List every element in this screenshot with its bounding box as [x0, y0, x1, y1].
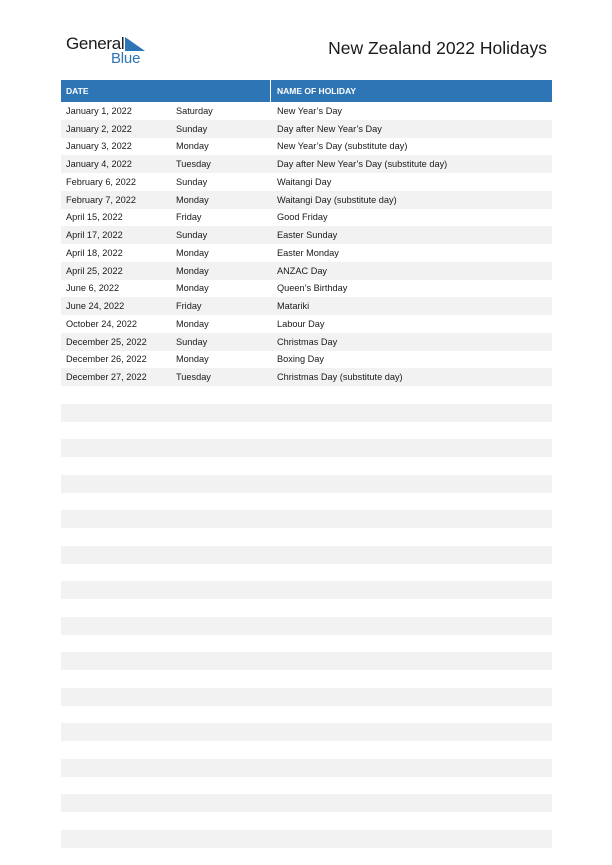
table-row	[61, 617, 552, 635]
table-row	[61, 173, 552, 191]
table-row	[61, 404, 552, 422]
brand-word-general: General	[66, 34, 124, 54]
cell-date: January 3, 2022	[61, 141, 171, 151]
table-row	[61, 706, 552, 724]
cell-holiday-name: Easter Sunday	[271, 230, 552, 240]
table-row	[61, 138, 552, 156]
cell-day: Sunday	[171, 177, 271, 187]
cell-holiday-name: Day after New Year’s Day (substitute day)	[271, 159, 552, 169]
cell-day: Monday	[171, 266, 271, 276]
cell-date: January 2, 2022	[61, 124, 171, 134]
cell-day: Sunday	[171, 124, 271, 134]
cell-date: October 24, 2022	[61, 319, 171, 329]
table-row	[61, 262, 552, 280]
table-row	[61, 102, 552, 120]
brand-logo	[66, 34, 156, 70]
cell-holiday-name: New Year’s Day (substitute day)	[271, 141, 552, 151]
cell-date: December 25, 2022	[61, 337, 171, 347]
table-row	[61, 581, 552, 599]
cell-day: Monday	[171, 141, 271, 151]
table-row	[61, 244, 552, 262]
cell-holiday-name: Easter Monday	[271, 248, 552, 258]
cell-date: February 7, 2022	[61, 195, 171, 205]
table-row	[61, 546, 552, 564]
cell-holiday-name: New Year’s Day	[271, 106, 552, 116]
cell-day: Tuesday	[171, 159, 271, 169]
table-row	[61, 635, 552, 653]
table-row	[61, 226, 552, 244]
cell-date: April 17, 2022	[61, 230, 171, 240]
table-row	[61, 155, 552, 173]
cell-date: June 6, 2022	[61, 283, 171, 293]
cell-holiday-name: ANZAC Day	[271, 266, 552, 276]
table-row	[61, 493, 552, 511]
table-header	[61, 80, 552, 102]
table-row	[61, 120, 552, 138]
cell-date: April 25, 2022	[61, 266, 171, 276]
cell-date: January 4, 2022	[61, 159, 171, 169]
cell-holiday-name: Matariki	[271, 301, 552, 311]
cell-date: April 15, 2022	[61, 212, 171, 222]
cell-day: Monday	[171, 354, 271, 364]
table-row	[61, 830, 552, 848]
cell-holiday-name: Boxing Day	[271, 354, 552, 364]
cell-holiday-name: Good Friday	[271, 212, 552, 222]
header-holiday-name: NAME OF HOLIDAY	[271, 80, 552, 102]
cell-date: June 24, 2022	[61, 301, 171, 311]
table-body	[61, 102, 552, 865]
cell-day: Saturday	[171, 106, 271, 116]
table-row	[61, 652, 552, 670]
brand-triangle-icon	[125, 37, 145, 51]
cell-date: January 1, 2022	[61, 106, 171, 116]
cell-holiday-name: Day after New Year’s Day	[271, 124, 552, 134]
table-row	[61, 794, 552, 812]
table-row	[61, 688, 552, 706]
table-row	[61, 528, 552, 546]
table-row	[61, 599, 552, 617]
holiday-table	[61, 80, 552, 865]
cell-day: Friday	[171, 212, 271, 222]
cell-day: Monday	[171, 195, 271, 205]
cell-holiday-name: Queen’s Birthday	[271, 283, 552, 293]
table-row	[61, 191, 552, 209]
page-title: New Zealand 2022 Holidays	[328, 38, 547, 59]
cell-holiday-name: Waitangi Day (substitute day)	[271, 195, 552, 205]
cell-date: April 18, 2022	[61, 248, 171, 258]
table-row	[61, 280, 552, 298]
cell-day: Monday	[171, 319, 271, 329]
brand-word-blue: Blue	[111, 50, 140, 67]
cell-date: December 26, 2022	[61, 354, 171, 364]
cell-date: December 27, 2022	[61, 372, 171, 382]
table-row	[61, 209, 552, 227]
table-row	[61, 315, 552, 333]
cell-holiday-name: Waitangi Day	[271, 177, 552, 187]
table-row	[61, 723, 552, 741]
table-row	[61, 439, 552, 457]
table-row	[61, 457, 552, 475]
table-row	[61, 741, 552, 759]
table-row	[61, 812, 552, 830]
table-row	[61, 475, 552, 493]
header-date: DATE	[61, 80, 271, 102]
table-row	[61, 333, 552, 351]
table-row	[61, 564, 552, 582]
cell-holiday-name: Christmas Day (substitute day)	[271, 372, 552, 382]
table-row	[61, 297, 552, 315]
cell-day: Sunday	[171, 337, 271, 347]
cell-day: Monday	[171, 283, 271, 293]
table-row	[61, 510, 552, 528]
table-row	[61, 759, 552, 777]
table-row	[61, 670, 552, 688]
table-row	[61, 422, 552, 440]
table-row	[61, 368, 552, 386]
cell-day: Sunday	[171, 230, 271, 240]
cell-date: February 6, 2022	[61, 177, 171, 187]
cell-holiday-name: Labour Day	[271, 319, 552, 329]
cell-day: Tuesday	[171, 372, 271, 382]
cell-holiday-name: Christmas Day	[271, 337, 552, 347]
table-row	[61, 351, 552, 369]
cell-day: Friday	[171, 301, 271, 311]
cell-day: Monday	[171, 248, 271, 258]
table-row	[61, 848, 552, 865]
table-row	[61, 386, 552, 404]
